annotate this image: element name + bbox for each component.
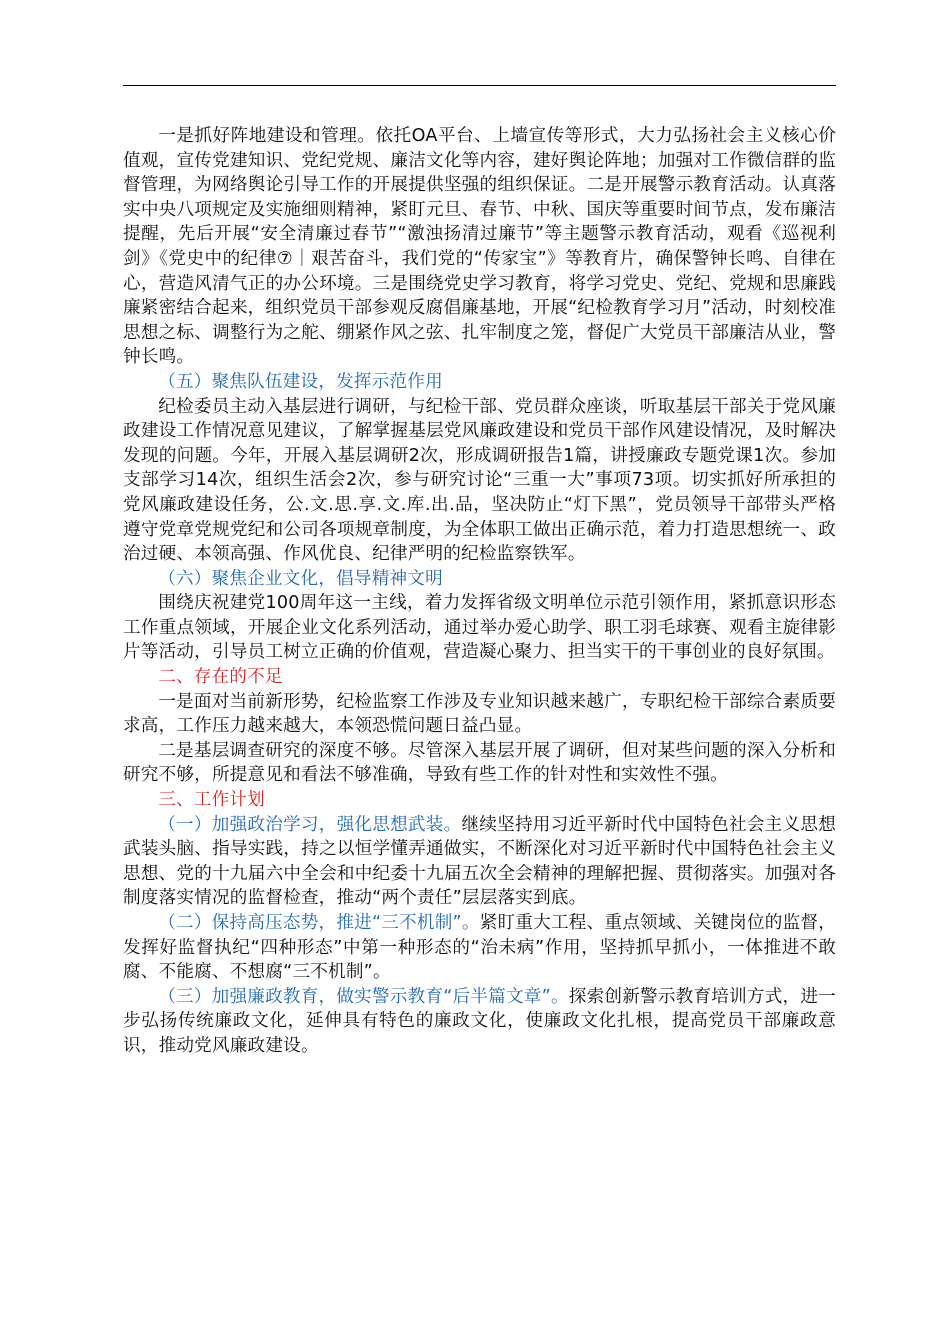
- paragraph: 二是基层调查研究的深度不够。尽管深入基层开展了调研，但对某些问题的深入分析和研究不够，所提意见和看法不够准确，导致有些工作的针对性和实效性不强。: [123, 740, 836, 786]
- section-heading: （五）聚焦队伍建设，发挥示范作用: [158, 371, 443, 392]
- paragraph: 一是抓好阵地建设和管理。依托OA平台、上墙宣传等形式，大力弘扬社会主义核心价值观，宣传党建知识、党纪党规、廉洁文化等内容，建好舆论阵地；加强对工作微信群的监督管理，为网络舆论引导工作的开展提供坚强的组织保证。二是开展警示教育活动。认真落实中央八项规定及实施细则精神，紧盯元旦、春节、中秋、国庆等重要时间节点，发布廉洁提醒，先后开展“安全清廉过春节”“激浊扬清过廉节”等主题警示教育活动，观看《巡视利剑》《党史中的纪律⑦｜艰苦奋斗，我们党的“传家宝”》等教育片，确保警钟长鸣、自律在心，营造风清气正的办公环境。三是围绕党史学习教育，将学习党史、党纪、党规和思廉践廉紧密结合起来，组织党员干部参观反腐倡廉基地，开展“纪检教育学习月”活动，时刻校准思想之标、调整行为之舵、绷紧作风之弦、扎牢制度之笼，督促广大党员干部廉洁从业，警钟长鸣。: [123, 126, 836, 368]
- document-body: [123, 124, 836, 1059]
- paragraph: （三）加强廉政教育，做实警示教育“后半篇文章”。探索创新警示教育培训方式，进一步弘扬传统廉政文化，延伸具有特色的廉政文化，使廉政文化扎根，提高党员干部廉政意识，推动党风廉政建设。: [123, 986, 836, 1056]
- paragraph: 纪检委员主动入基层进行调研，与纪检干部、党员群众座谈，听取基层干部关于党风廉政建设工作情况意见建议，了解掌握基层党风廉政建设和党员干部作风建设情况，及时解决发现的问题。今年，开展入基层调研2次，形成调研报告1篇，讲授廉政专题党课1次。参加支部学习14次，组织生活会2次，参与研究讨论“三重一大”事项73项。切实抓好所承担的党风廉政建设任务，公.文.思.享.文.库.出.品，坚决防止“灯下黑”，党员领导干部带头严格遵守党章党规党纪和公司各项规章制度，为全体职工做出正确示范，着力打造思想统一、政治过硬、本领高强、作风优良、纪律严明的纪检监察铁军。: [123, 396, 836, 565]
- paragraph: （二）保持高压态势，推进“三不机制”。紧盯重大工程、重点领域、关键岗位的监督，发挥好监督执纪“四种形态”中第一种形态的“治未病”作用，坚持抓早抓小，一体推进不敢腐、不能腐、不想腐“三不机制”。: [123, 913, 836, 983]
- section-heading: （六）聚焦企业文化，倡导精神文明: [158, 568, 443, 589]
- paragraph: （一）加强政治学习，强化思想武装。继续坚持用习近平新时代中国特色社会主义思想武装头脑、指导实践，持之以恒学懂弄通做实，不断深化对习近平新时代中国特色社会主义思想、党的十九届六中全会和中纪委十九届五次全会精神的理解把握、贯彻落实。加强对各制度落实情况的监督检查，推动“两个责任”层层落实到底。: [123, 814, 836, 909]
- header-rule: [123, 85, 836, 86]
- paragraph: 一是面对当前新形势，纪检监察工作涉及专业知识越来越广，专职纪检干部综合素质要求高，工作压力越来越大，本领恐慌问题日益凸显。: [123, 691, 836, 737]
- section-heading: 二、存在的不足: [158, 667, 283, 688]
- paragraph: 围绕庆祝建党100周年这一主线，着力发挥省级文明单位示范引领作用，紧抓意识形态工作重点领域，开展企业文化系列活动，通过举办爱心助学、职工羽毛球赛、观看主旋律影片等活动，引导员工树立正确的价值观，营造凝心聚力、担当实干的干事创业的良好氛围。: [123, 593, 836, 663]
- section-heading: 三、工作计划: [158, 790, 265, 811]
